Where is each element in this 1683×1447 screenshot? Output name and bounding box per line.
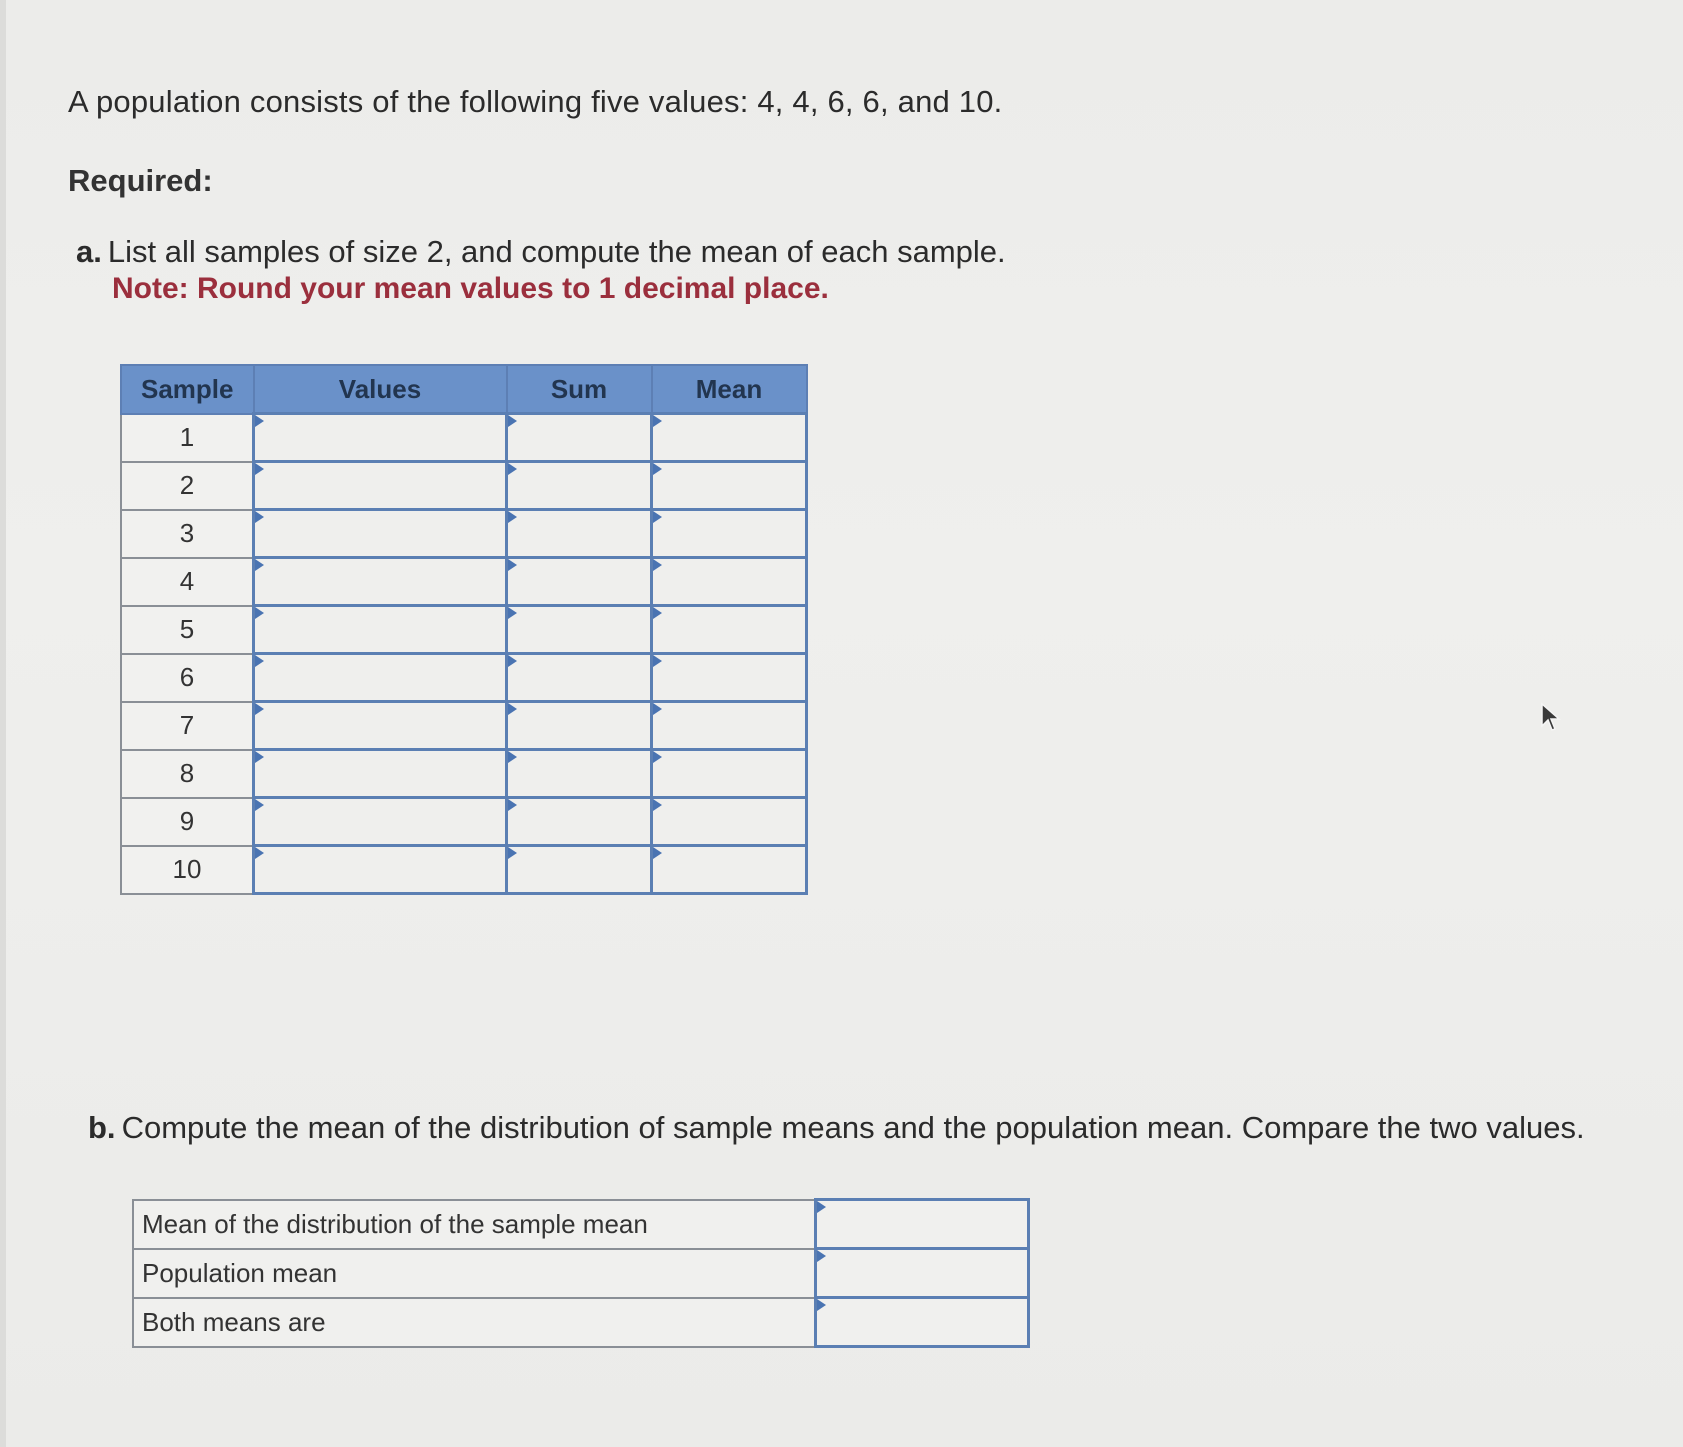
dropdown-marker-icon <box>255 847 264 859</box>
dropdown-marker-icon <box>653 463 662 475</box>
mean-input[interactable] <box>652 846 807 894</box>
table-row <box>121 558 807 606</box>
sample-number: 3 <box>121 510 254 558</box>
part-b-question <box>88 1110 1585 1146</box>
dropdown-marker-icon <box>653 799 662 811</box>
part-b-text: Compute the mean of the distribution of sample means and the population mean. Compare the two values. <box>121 1110 1585 1145</box>
header-mean: Mean <box>652 365 807 414</box>
dropdown-marker-icon <box>255 511 264 523</box>
dropdown-marker-icon <box>508 655 517 667</box>
dropdown-marker-icon <box>508 751 517 763</box>
header-values: Values <box>254 365 507 414</box>
table-row <box>121 510 807 558</box>
samples-header-row <box>121 365 807 414</box>
mean-input[interactable] <box>652 654 807 702</box>
rounding-note: Note: Round your mean values to 1 decimal place. <box>112 272 829 305</box>
dropdown-marker-icon <box>255 415 264 427</box>
means-answer-input[interactable] <box>816 1200 1029 1249</box>
sum-input[interactable] <box>507 846 652 894</box>
mean-input[interactable] <box>652 558 807 606</box>
sample-number: 9 <box>121 798 254 846</box>
header-sum: Sum <box>507 365 652 414</box>
table-row <box>121 654 807 702</box>
dropdown-marker-icon <box>255 655 264 667</box>
samples-table <box>120 364 808 895</box>
means-row-label: Mean of the distribution of the sample mean <box>133 1200 816 1249</box>
sum-input[interactable] <box>507 702 652 750</box>
values-input[interactable] <box>254 702 507 750</box>
dropdown-marker-icon <box>653 415 662 427</box>
dropdown-marker-icon <box>653 847 662 859</box>
mean-input[interactable] <box>652 510 807 558</box>
dropdown-marker-icon <box>508 415 517 427</box>
dropdown-marker-icon <box>508 607 517 619</box>
table-row <box>133 1200 1029 1249</box>
table-row <box>121 702 807 750</box>
mean-input[interactable] <box>652 750 807 798</box>
part-a-question <box>76 234 1006 270</box>
values-input[interactable] <box>254 510 507 558</box>
intro-text: A population consists of the following five values: 4, 4, 6, 6, and 10. <box>68 84 1003 119</box>
table-row <box>121 798 807 846</box>
sample-number: 6 <box>121 654 254 702</box>
means-answer-input[interactable] <box>816 1249 1029 1298</box>
mean-input[interactable] <box>652 606 807 654</box>
dropdown-marker-icon <box>255 703 264 715</box>
sample-number: 8 <box>121 750 254 798</box>
values-input[interactable] <box>254 798 507 846</box>
sum-input[interactable] <box>507 654 652 702</box>
mouse-cursor-icon <box>1540 702 1562 732</box>
dropdown-marker-icon <box>653 751 662 763</box>
dropdown-marker-icon <box>653 655 662 667</box>
sample-number: 7 <box>121 702 254 750</box>
sample-number: 5 <box>121 606 254 654</box>
values-input[interactable] <box>254 558 507 606</box>
dropdown-marker-icon <box>508 463 517 475</box>
values-input[interactable] <box>254 654 507 702</box>
dropdown-marker-icon <box>817 1299 826 1311</box>
mean-input[interactable] <box>652 702 807 750</box>
means-table <box>132 1198 1030 1348</box>
sum-input[interactable] <box>507 750 652 798</box>
values-input[interactable] <box>254 846 507 894</box>
means-answer-input[interactable] <box>816 1298 1029 1347</box>
sum-input[interactable] <box>507 558 652 606</box>
values-input[interactable] <box>254 606 507 654</box>
dropdown-marker-icon <box>653 559 662 571</box>
sum-input[interactable] <box>507 606 652 654</box>
values-input[interactable] <box>254 414 507 462</box>
dropdown-marker-icon <box>508 799 517 811</box>
left-edge <box>0 0 6 1447</box>
dropdown-marker-icon <box>508 559 517 571</box>
required-heading: Required: <box>68 163 213 198</box>
samples-body <box>121 414 807 894</box>
sum-input[interactable] <box>507 414 652 462</box>
dropdown-marker-icon <box>653 607 662 619</box>
sample-number: 10 <box>121 846 254 894</box>
part-a-label: a. <box>76 234 102 269</box>
part-a-text: List all samples of size 2, and compute the mean of each sample. <box>107 234 1006 269</box>
mean-input[interactable] <box>652 414 807 462</box>
values-input[interactable] <box>254 462 507 510</box>
dropdown-marker-icon <box>817 1201 826 1213</box>
dropdown-marker-icon <box>255 559 264 571</box>
values-input[interactable] <box>254 750 507 798</box>
table-row <box>121 846 807 894</box>
table-row <box>121 606 807 654</box>
means-row-label: Population mean <box>133 1249 816 1298</box>
sum-input[interactable] <box>507 798 652 846</box>
dropdown-marker-icon <box>653 511 662 523</box>
sample-number: 1 <box>121 414 254 462</box>
dropdown-marker-icon <box>508 703 517 715</box>
dropdown-marker-icon <box>817 1250 826 1262</box>
part-b-label: b. <box>88 1110 116 1145</box>
sample-number: 2 <box>121 462 254 510</box>
dropdown-marker-icon <box>255 463 264 475</box>
sum-input[interactable] <box>507 510 652 558</box>
means-row-label: Both means are <box>133 1298 816 1347</box>
table-row <box>121 462 807 510</box>
table-row <box>121 750 807 798</box>
table-row <box>121 414 807 462</box>
dropdown-marker-icon <box>653 703 662 715</box>
dropdown-marker-icon <box>255 799 264 811</box>
dropdown-marker-icon <box>255 607 264 619</box>
header-sample: Sample <box>121 365 254 414</box>
dropdown-marker-icon <box>508 847 517 859</box>
table-row <box>133 1298 1029 1347</box>
sample-number: 4 <box>121 558 254 606</box>
dropdown-marker-icon <box>508 511 517 523</box>
mean-input[interactable] <box>652 462 807 510</box>
dropdown-marker-icon <box>255 751 264 763</box>
table-row <box>133 1249 1029 1298</box>
means-body <box>133 1200 1029 1347</box>
sum-input[interactable] <box>507 462 652 510</box>
mean-input[interactable] <box>652 798 807 846</box>
